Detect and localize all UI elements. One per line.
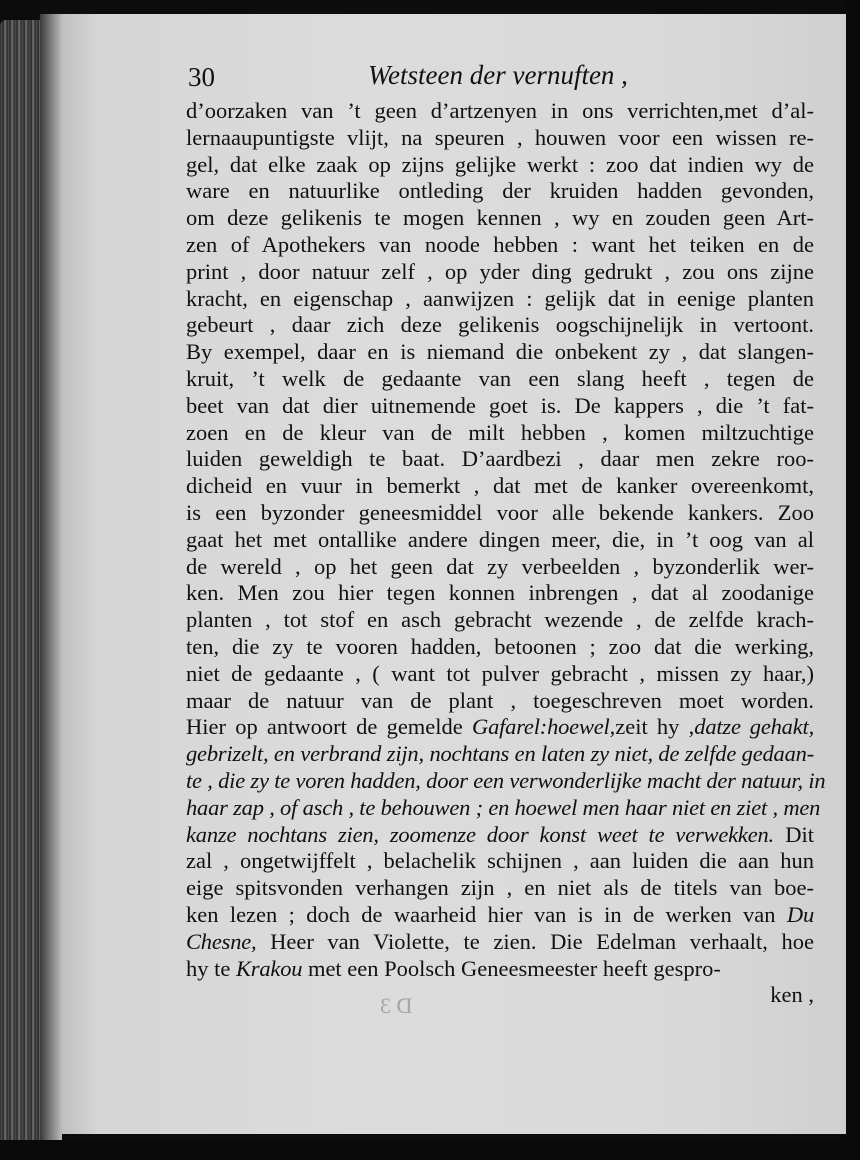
italic-text: Chesne, (186, 928, 257, 954)
text-line (186, 794, 821, 822)
text-line (186, 204, 814, 232)
page-header (188, 58, 628, 94)
line-text: lernaaupuntigste vlijt, na speuren , houwen voor een wissen re- (186, 124, 814, 150)
line-text: gaat het met ontallike andere dingen meer, die, in ’t oog van al (186, 526, 814, 552)
line-text: ten, die zy te vooren hadden, betoonen ; zoo dat die werking, (186, 634, 814, 659)
text-line (186, 767, 826, 795)
text-line (186, 821, 814, 849)
line-text: kracht, en eigenschap , aanwijzen : gelijk dat in eenige planten (186, 285, 814, 311)
text-line (186, 365, 814, 393)
text-line (186, 955, 814, 983)
line-text: ,zeit hy , (609, 714, 695, 740)
text-line (186, 177, 814, 205)
italic-text: haar zap , of asch , te behouwen ; en hoewel men haar niet en ziet , men (186, 794, 821, 820)
scan-border-right (846, 0, 860, 1160)
line-text: ken lezen ; doch de waarheid hier van is in de werken van (186, 902, 787, 927)
line-text: gebeurt , daar zich deze gelikenis oogschijnelijk in vertoont. (186, 312, 814, 338)
line-text: maar de natuur van de plant , toegeschreven moet worden. (186, 687, 814, 713)
line-text: ken. Men zou hier tegen konnen inbrengen , dat al zoodanige (186, 580, 814, 606)
scan-border-bottom (0, 1140, 860, 1160)
line-text: ware en natuurlike ontleding der kruiden hadden gevonden, (186, 178, 814, 204)
line-text: is een byzonder geneesmiddel voor alle bekende kankers. Zoo (186, 500, 814, 525)
line-text: met een Poolsch Geneesmeester heeft gespro- (302, 955, 721, 981)
text-line (186, 874, 814, 902)
line-text: kruit, ’t welk de gedaante van een slang heeft , tegen de (186, 366, 814, 391)
line-text: zal , ongetwijffelt , belachelik schijnen , aan luiden die aan hun (186, 848, 814, 874)
page-number: 30 (188, 62, 215, 92)
text-line (186, 928, 814, 956)
italic-text: gebrizelt, en verbrand zijn, nochtans en laten zy niet, de zelfde gedaan- (186, 741, 814, 767)
text-line (186, 124, 814, 152)
line-text: eige spitsvonden verhangen zijn , en niet als de titels van boe- (186, 875, 814, 901)
text-line (186, 258, 814, 286)
text-line (186, 499, 814, 527)
text-line (186, 151, 814, 179)
text-line (186, 472, 814, 500)
text-line (186, 740, 814, 768)
line-text: d’oorzaken van ’t geen d’artzenyen in ons verrichten,met d’al- (186, 98, 814, 123)
text-line (186, 606, 814, 634)
text-line (186, 526, 814, 554)
line-text: luiden geweldigh te baat. D’aardbezi , daar men zekre roo- (186, 446, 814, 472)
text-line (186, 311, 814, 339)
italic-text: datze gehakt, (694, 714, 814, 740)
italic-text: Krakou (236, 955, 303, 981)
line-text: beet van dat dier uitnemende goet is. De kappers , die ’t fat- (186, 392, 814, 418)
text-line (186, 97, 814, 125)
gutter-shadow (40, 14, 62, 1144)
text-line (186, 419, 814, 447)
text-line (186, 579, 814, 607)
text-line (186, 660, 814, 688)
text-line (186, 847, 814, 875)
text-line (186, 687, 814, 715)
line-text: zoen en de kleur van de milt hebben , komen miltzuchtige (186, 419, 814, 445)
catchword: ken , (770, 982, 814, 1008)
line-text: Hier op antwoort de gemelde (186, 714, 473, 740)
line-text: gel, dat elke zaak op zijns gelijke werkt : zoo dat indien wy de (186, 151, 814, 177)
text-line (186, 901, 814, 929)
text-line (186, 553, 814, 581)
italic-text: Gafarel:hoewel (472, 714, 610, 740)
line-text: dicheid en vuur in bemerkt , dat met de kanker overeenkomt, (186, 473, 814, 499)
line-text: planten , tot stof en asch gebracht wezende , de zelfde krach- (186, 607, 814, 633)
italic-text: te , die zy te voren hadden, door een verwonderlijke macht der natuur, in (186, 768, 826, 793)
text-line (186, 445, 814, 473)
bleed-through-signature: D 3 (380, 993, 413, 1018)
line-text: By exempel, daar en is niemand die onbekent zy , dat slangen- (186, 339, 814, 365)
line-text: print , door natuur zelf , op yder ding gedrukt , zou ons zijne (186, 258, 814, 284)
italic-text: kanze nochtans zien, zoomenze door konst weet te verwekken. (186, 821, 774, 847)
line-text: niet de gedaante , ( want tot pulver gebracht , missen zy haar,) (186, 660, 814, 686)
running-head: Wetsteen der vernuften , (368, 60, 628, 90)
line-text: zen of Apothekers van noode hebben : want het teiken en de (186, 232, 814, 257)
line-text: Heer van Violette, te zien. Die Edelman verhaalt, hoe (256, 928, 814, 954)
text-line (186, 285, 814, 313)
italic-text: Du (786, 902, 814, 927)
text-line (186, 231, 814, 259)
line-text: de wereld , op het geen dat zy verbeelden , byzonderlik wer- (186, 553, 814, 579)
text-line (186, 338, 814, 366)
line-text: hy te (186, 955, 236, 981)
text-line (186, 392, 814, 420)
line-text: om deze gelikenis te mogen kennen , wy en zouden geen Art- (186, 205, 814, 231)
line-text: Dit (773, 821, 814, 847)
text-line (186, 633, 814, 661)
text-line (186, 713, 814, 741)
